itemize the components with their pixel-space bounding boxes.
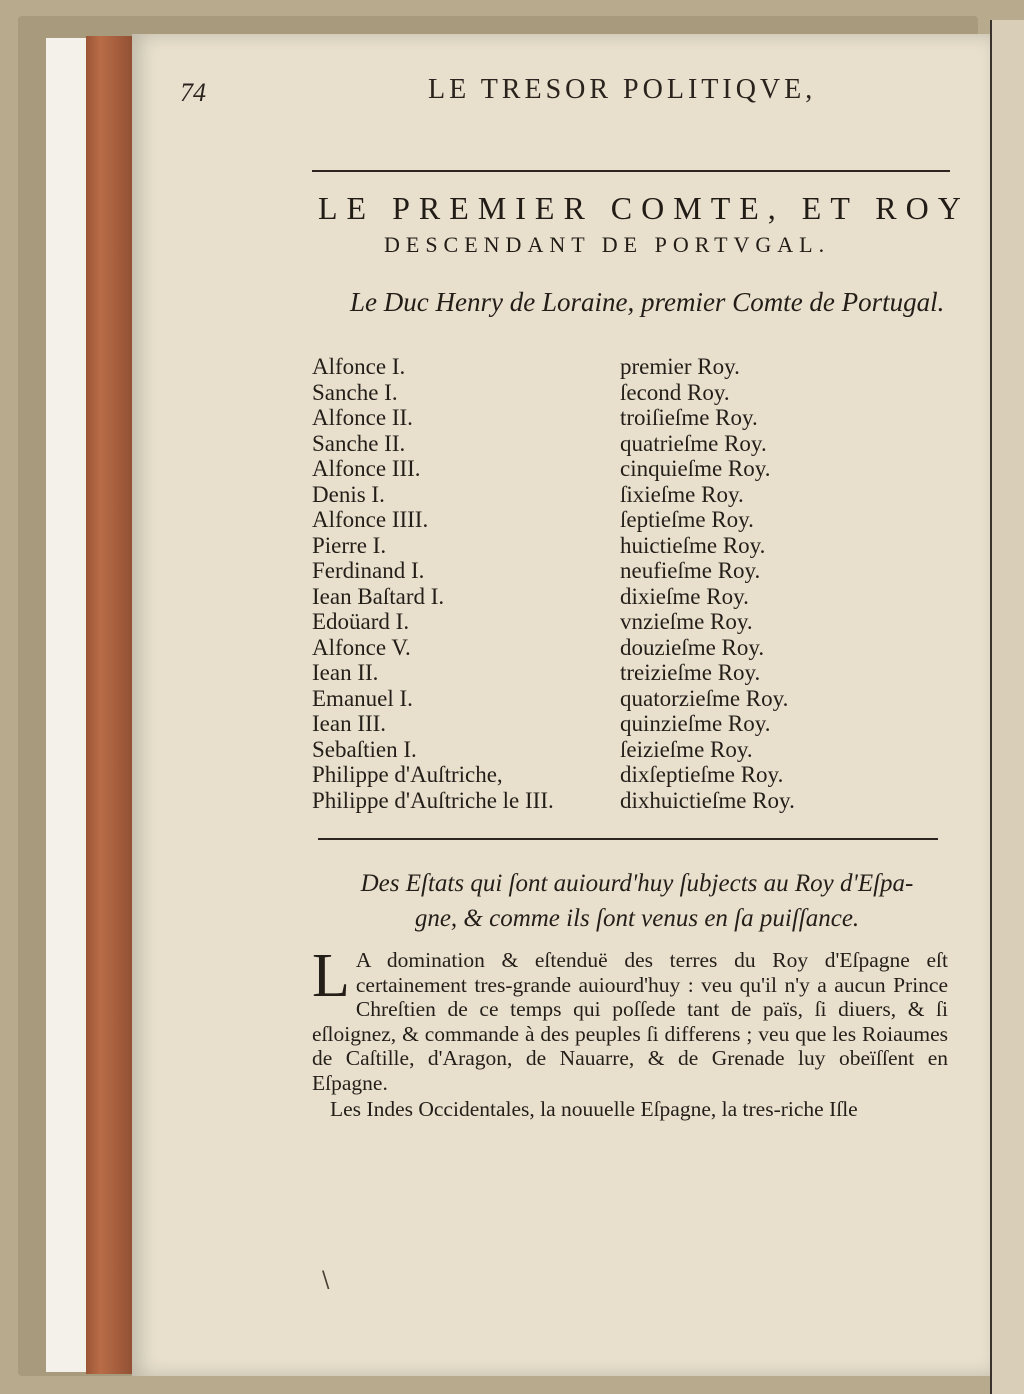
king-row xyxy=(312,456,832,482)
paragraph: Les Indes Occidentales, la nouuelle Eſpagne, la tres-riche Iſle xyxy=(330,1097,858,1121)
king-row xyxy=(312,354,832,380)
drop-capital: L xyxy=(312,942,350,1010)
king-rank: quatrieſme Roy. xyxy=(620,430,767,456)
body-text xyxy=(312,942,948,1122)
king-row xyxy=(312,635,832,661)
king-rank: ſecond Roy. xyxy=(620,379,730,405)
sub-heading: DESCENDANT DE PORTVGAL. xyxy=(384,232,831,257)
king-name: Sebaſtien I. xyxy=(312,736,417,762)
king-row xyxy=(312,584,832,610)
king-row xyxy=(312,431,832,457)
king-row xyxy=(312,507,832,533)
king-name: Philippe d'Auſtriche, xyxy=(312,762,503,787)
section-title-line: Des Eſtats qui ſont auiourd'huy ſubjects au Roy d'Eſpa- xyxy=(360,870,914,897)
king-name: Alfonce IIII. xyxy=(312,507,429,532)
king-name: Alfonce III. xyxy=(312,456,421,481)
king-rank: vnzieſme Roy. xyxy=(620,609,753,634)
facing-page-edge xyxy=(990,20,1024,1394)
king-name: Sanche II. xyxy=(312,430,406,456)
subtitle: Le Duc Henry de Loraine, premier Comte de Portugal. xyxy=(350,287,945,317)
king-rank: troiſieſme Roy. xyxy=(620,405,758,430)
king-row xyxy=(312,737,832,763)
king-row xyxy=(312,762,832,788)
king-rank: ſixieſme Roy. xyxy=(620,481,744,507)
section-title-line: gne, & comme ils ſont venus en ſa puiſſance. xyxy=(414,905,860,932)
king-rank: douzieſme Roy. xyxy=(620,634,765,660)
king-rank: quinzieſme Roy. xyxy=(620,711,771,736)
king-name: Ferdinand I. xyxy=(312,558,425,583)
king-name: Pierre I. xyxy=(312,532,387,558)
king-name: Alfonce II. xyxy=(312,405,413,430)
section-rule xyxy=(318,838,938,840)
section-title xyxy=(332,866,942,936)
king-row xyxy=(312,558,832,584)
page-number: 74 xyxy=(180,78,206,107)
king-rank: cinquieſme Roy. xyxy=(620,456,771,481)
king-row xyxy=(312,533,832,559)
king-name: Philippe d'Auſtriche le III. xyxy=(312,787,554,813)
king-name: Emanuel I. xyxy=(312,685,413,711)
king-rank: treizieſme Roy. xyxy=(620,660,761,685)
running-title: LE TRESOR POLITIQVE, xyxy=(428,74,817,105)
king-row xyxy=(312,405,832,431)
king-rank: huictieſme Roy. xyxy=(620,532,766,558)
king-name: Iean III. xyxy=(312,711,387,736)
king-rank: quatorzieſme Roy. xyxy=(620,685,789,711)
king-rank: dixieſme Roy. xyxy=(620,583,749,609)
king-name: Denis I. xyxy=(312,481,385,507)
red-gilt-edge xyxy=(86,36,134,1374)
king-rank: premier Roy. xyxy=(620,354,740,379)
king-row xyxy=(312,482,832,508)
king-name: Iean II. xyxy=(312,660,379,685)
king-name: Sanche I. xyxy=(312,379,398,405)
king-row xyxy=(312,686,832,712)
top-rule xyxy=(312,170,950,172)
king-name: Edoüard I. xyxy=(312,609,410,634)
king-name: Alfonce I. xyxy=(312,354,406,379)
king-rank: ſeptieſme Roy. xyxy=(620,507,754,532)
main-heading: LE PREMIER COMTE, ET ROY xyxy=(318,190,970,226)
king-row xyxy=(312,660,832,686)
printer-mark: \ xyxy=(322,1268,330,1293)
king-row xyxy=(312,380,832,406)
running-head xyxy=(180,68,880,108)
paragraph: A domination & eſtenduë des terres du Roy d'Eſpagne eſt certainement tres-grande auiourd'huy : veu qu'il n'y a aucun Prince Chreſtien de ce temps qui poſſede tant de païs, ſi diuers, & ſi eſloignez, & commande à des peuples ſi differens ; veu que les Roiaumes de Caſtille, d'Aragon, de Nauarre, & de Grenade luy obeïſſent en Eſpagne. xyxy=(312,948,948,1095)
king-rank: dixſeptieſme Roy. xyxy=(620,762,784,787)
king-list xyxy=(312,354,832,813)
page-block-edge xyxy=(46,38,86,1372)
king-rank: neufieſme Roy. xyxy=(620,558,761,583)
king-name: Iean Baſtard I. xyxy=(312,583,445,609)
king-row xyxy=(312,788,832,814)
king-name: Alfonce V. xyxy=(312,634,411,660)
king-rank: ſeizieſme Roy. xyxy=(620,736,753,762)
king-row xyxy=(312,609,832,635)
king-row xyxy=(312,711,832,737)
king-rank: dixhuictieſme Roy. xyxy=(620,787,795,813)
